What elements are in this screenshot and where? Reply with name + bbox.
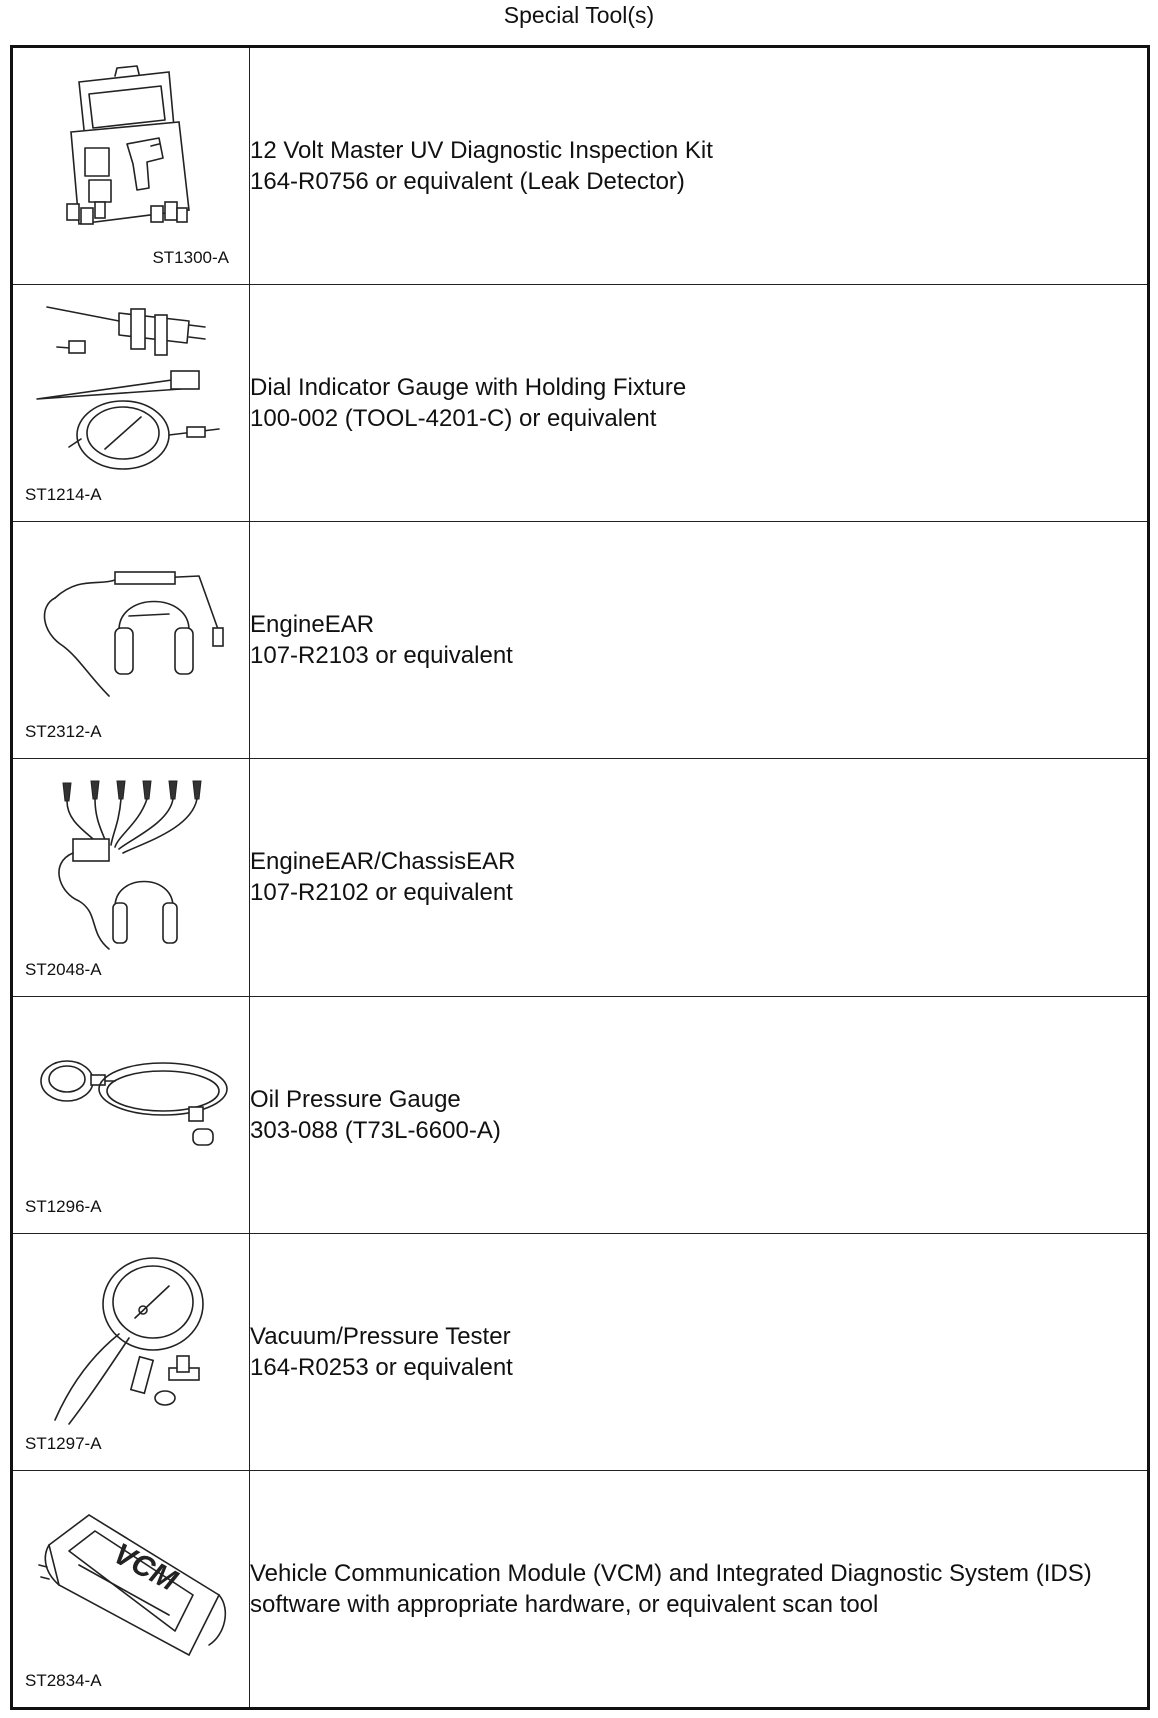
tool-code: ST1296-A	[25, 1196, 102, 1216]
table-row	[12, 285, 1149, 522]
tool-code: ST2312-A	[25, 722, 102, 742]
tool-illustration-cell	[12, 1233, 250, 1470]
tool-spec: 164-R0253 or equivalent	[250, 1353, 513, 1381]
tool-description	[250, 996, 1149, 1233]
uv-inspection-kit-icon	[19, 62, 243, 252]
table-row	[12, 522, 1149, 759]
tool-name: EngineEAR	[250, 611, 375, 639]
special-tools-table	[10, 45, 1150, 1710]
engine-ear-icon	[19, 536, 243, 726]
oil-pressure-gauge-icon	[19, 1011, 243, 1201]
dial-indicator-icon	[19, 299, 243, 489]
table-row	[12, 1470, 1149, 1708]
tool-name: Dial Indicator Gauge with Holding Fixture	[250, 374, 687, 402]
tool-name: Oil Pressure Gauge	[250, 1085, 461, 1113]
tool-description	[250, 1470, 1149, 1708]
tool-description	[250, 759, 1149, 996]
vcm-module-icon	[19, 1485, 243, 1675]
tool-code: ST2048-A	[25, 959, 102, 979]
tool-spec: 303-088 (T73L-6600-A)	[250, 1116, 501, 1144]
chassis-ear-icon	[19, 773, 243, 963]
tool-spec: 100-002 (TOOL-4201-C) or equivalent	[250, 405, 657, 433]
tool-illustration-cell	[12, 1470, 250, 1708]
tool-code: ST1214-A	[25, 485, 102, 505]
tool-name: Vacuum/Pressure Tester	[250, 1322, 511, 1350]
tool-name: Vehicle Communication Module (VCM) and Integrated Diagnostic System (IDS)	[250, 1559, 1092, 1587]
tool-illustration-cell	[12, 996, 250, 1233]
tool-code: ST1297-A	[25, 1433, 102, 1453]
tool-spec: 107-R2102 or equivalent	[250, 879, 513, 907]
table-row	[12, 47, 1149, 285]
table-row	[12, 1233, 1149, 1470]
tool-name: EngineEAR/ChassisEAR	[250, 848, 516, 876]
tool-spec: software with appropriate hardware, or equivalent scan tool	[250, 1590, 879, 1618]
vcm-logo-text: VCM	[107, 1536, 183, 1598]
tool-spec: 107-R2103 or equivalent	[250, 642, 513, 670]
tool-spec: 164-R0756 or equivalent (Leak Detector)	[250, 168, 685, 196]
tool-description	[250, 47, 1149, 285]
table-row	[12, 996, 1149, 1233]
tool-code: ST2834-A	[25, 1671, 102, 1690]
tool-code: ST1300-A	[152, 248, 229, 268]
vacuum-tester-icon	[19, 1248, 243, 1438]
table-row	[12, 759, 1149, 996]
tool-illustration-cell	[12, 522, 250, 759]
tool-description	[250, 522, 1149, 759]
tool-name: 12 Volt Master UV Diagnostic Inspection Kit	[250, 137, 713, 165]
tool-illustration-cell	[12, 285, 250, 522]
page-title: Special Tool(s)	[503, 2, 655, 28]
tool-description	[250, 285, 1149, 522]
tool-description	[250, 1233, 1149, 1470]
tool-illustration-cell	[12, 759, 250, 996]
tool-illustration-cell	[12, 47, 250, 285]
